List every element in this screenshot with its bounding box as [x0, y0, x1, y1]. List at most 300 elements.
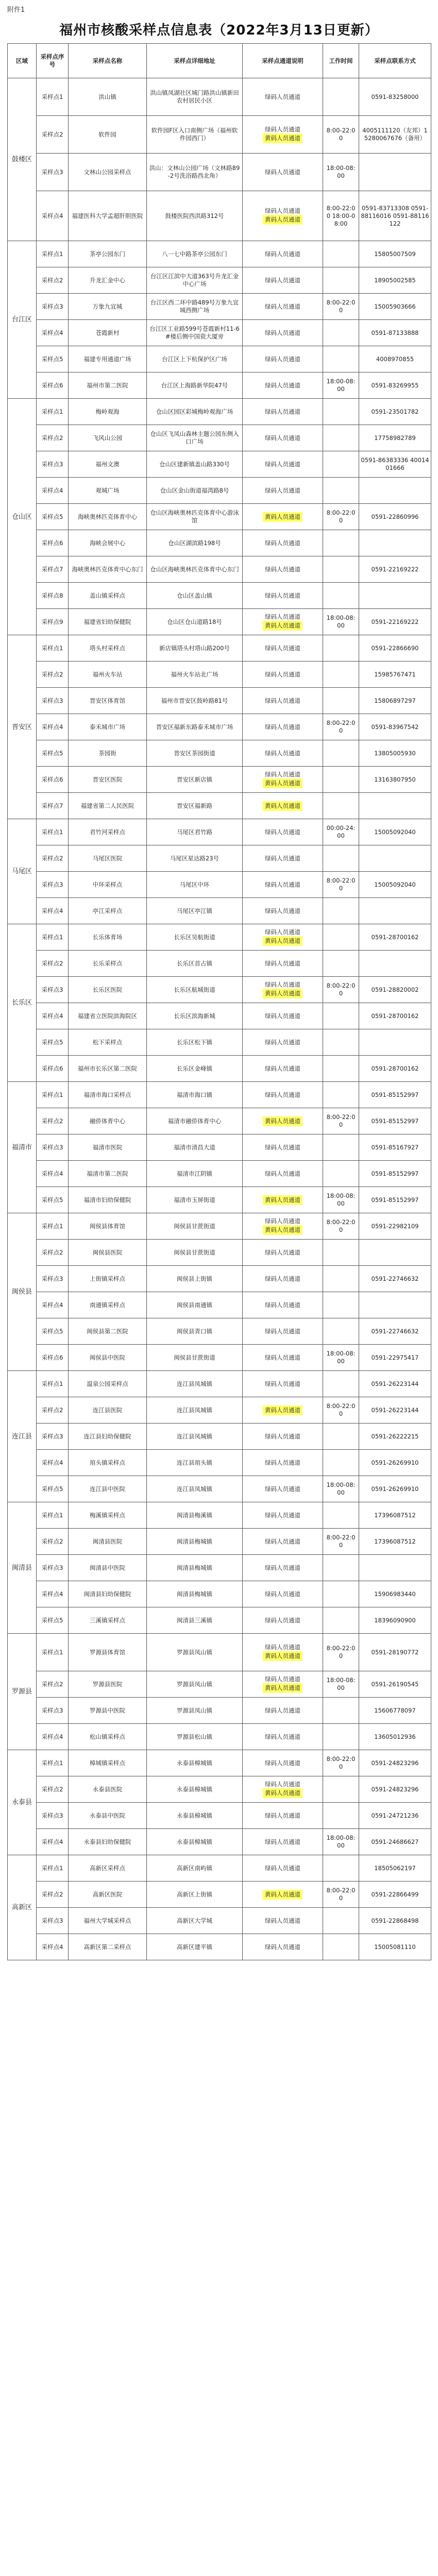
green-code-lane: 绿码人员通道 — [265, 1012, 300, 1020]
table-row — [8, 819, 431, 845]
site-address: 闽清县三溪镇 — [147, 1607, 243, 1634]
table-row — [8, 1082, 431, 1108]
site-lanes — [243, 116, 323, 154]
site-name: 海峡奥林匹克体育中心东门 — [69, 556, 147, 583]
green-code-lane: 绿码人员通道 — [265, 880, 300, 888]
site-phone: 0591-85152997 — [359, 1082, 431, 1108]
site-address: 仓山区建新镇盖山路330号 — [147, 451, 243, 478]
site-name: 樟城镇采样点 — [69, 1750, 147, 1776]
table-row — [8, 1855, 431, 1882]
site-address: 台江区江滨中大道363号升龙汇金中心广场 — [147, 267, 243, 294]
site-name: 闽清县医院 — [69, 1529, 147, 1555]
site-address: 晋安区福新路 — [147, 793, 243, 819]
site-seq: 采样点1 — [37, 819, 69, 845]
site-time — [323, 346, 359, 372]
site-seq: 采样点2 — [37, 1882, 69, 1908]
site-phone: 0591-85152997 — [359, 1187, 431, 1213]
site-address: 闽侯县南通镇 — [147, 1292, 243, 1318]
header-address: 采样点详细地址 — [147, 44, 243, 78]
site-address: 闽清县梅城镇 — [147, 1529, 243, 1555]
site-time — [323, 1502, 359, 1529]
header-row — [8, 44, 431, 78]
site-name: 上街镇采样点 — [69, 1266, 147, 1292]
green-code-lane: 绿码人员通道 — [265, 828, 300, 836]
site-phone: 15005092040 — [359, 872, 431, 898]
green-code-lane: 绿码人员通道 — [265, 1485, 300, 1493]
site-seq: 采样点1 — [37, 1634, 69, 1671]
site-lanes — [243, 1213, 323, 1240]
district-cell: 闽侯县 — [8, 1213, 37, 1371]
site-seq: 采样点2 — [37, 1108, 69, 1134]
site-seq: 采样点5 — [37, 1029, 69, 1056]
site-time — [323, 1855, 359, 1882]
site-seq: 采样点4 — [37, 714, 69, 740]
site-phone: 15805007509 — [359, 241, 431, 267]
site-address: 高新区建平镇 — [147, 1934, 243, 1960]
site-seq: 采样点7 — [37, 793, 69, 819]
table-row — [8, 1934, 431, 1960]
site-time — [323, 1003, 359, 1029]
site-seq: 采样点2 — [37, 1397, 69, 1423]
site-name: 闽清县妇幼保健院 — [69, 1581, 147, 1607]
site-seq: 采样点6 — [37, 767, 69, 793]
table-row — [8, 898, 431, 924]
site-time: 8:00-22:00 — [323, 1397, 359, 1423]
site-lanes — [243, 609, 323, 635]
site-phone: 0591-24823296 — [359, 1776, 431, 1803]
site-lanes — [243, 1003, 323, 1029]
yellow-code-lane: 黄码人员通道 — [263, 1116, 302, 1126]
green-code-lane: 绿码人员通道 — [265, 1616, 300, 1624]
site-name: 松山镇采样点 — [69, 1724, 147, 1750]
site-name: 福建专用通道广场 — [69, 346, 147, 372]
site-phone: 0591-83258000 — [359, 78, 431, 116]
site-seq: 采样点5 — [37, 504, 69, 530]
site-address: 福清市玉屏街道 — [147, 1187, 243, 1213]
yellow-code-lane: 黄码人员通道 — [263, 801, 302, 811]
site-seq: 采样点5 — [37, 1187, 69, 1213]
site-name: 塔头村采样点 — [69, 635, 147, 662]
site-lanes — [243, 1855, 323, 1882]
table-row — [8, 78, 431, 116]
table-row — [8, 1529, 431, 1555]
site-address: 闽清县梅溪镇 — [147, 1502, 243, 1529]
site-name: 盖山镇采样点 — [69, 583, 147, 609]
district-cell: 永泰县 — [8, 1750, 37, 1855]
site-name: 罗源县医院 — [69, 1671, 147, 1698]
site-time — [323, 1908, 359, 1934]
green-code-lane: 绿码人员通道 — [265, 1675, 300, 1683]
table-row — [8, 451, 431, 478]
site-address: 闽侯县甘蔗街道 — [147, 1345, 243, 1371]
site-seq: 采样点2 — [37, 845, 69, 872]
site-name: 长乐体育场 — [69, 924, 147, 951]
site-name: 茶园街 — [69, 740, 147, 767]
site-phone: 0591-85152997 — [359, 1161, 431, 1187]
site-time — [323, 898, 359, 924]
site-name: 观城广场 — [69, 478, 147, 504]
district-cell: 闽清县 — [8, 1502, 37, 1634]
site-name: 福清市妇幼保健院 — [69, 1187, 147, 1213]
site-lanes — [243, 241, 323, 267]
table-row — [8, 1187, 431, 1213]
site-phone: 0591-28700162 — [359, 1003, 431, 1029]
site-address: 福清市融侨体育中心 — [147, 1108, 243, 1134]
site-seq: 采样点3 — [37, 1134, 69, 1161]
site-lanes — [243, 267, 323, 294]
site-name: 万象九宜城 — [69, 294, 147, 320]
site-lanes — [243, 1240, 323, 1266]
site-phone: 0591-22746632 — [359, 1318, 431, 1345]
site-name: 晋安区体育馆 — [69, 688, 147, 714]
green-code-lane: 绿码人员通道 — [265, 1943, 300, 1951]
site-time: 18:00-08:00 — [323, 154, 359, 191]
site-time: 18:00-08:00 — [323, 1187, 359, 1213]
site-seq: 采样点6 — [37, 1056, 69, 1082]
table-row — [8, 845, 431, 872]
site-seq: 采样点9 — [37, 609, 69, 635]
yellow-code-lane: 黄码人员通道 — [263, 1890, 302, 1900]
yellow-code-lane: 黄码人员通道 — [263, 1683, 302, 1693]
site-phone: 0591-22866690 — [359, 635, 431, 662]
site-address: 罗源县凤山镇 — [147, 1634, 243, 1671]
site-phone: 0591-22868498 — [359, 1908, 431, 1934]
site-address: 连江县琯头镇 — [147, 1450, 243, 1476]
green-code-lane: 绿码人员通道 — [265, 434, 300, 442]
site-seq: 采样点6 — [37, 530, 69, 556]
site-time: 8:00-22:00 — [323, 1529, 359, 1555]
site-address: 福清市江阴镇 — [147, 1161, 243, 1187]
table-row — [8, 1634, 431, 1671]
site-address: 永泰县樟城镇 — [147, 1803, 243, 1829]
site-lanes — [243, 951, 323, 977]
site-lanes — [243, 845, 323, 872]
site-address: 洪山：文林山公园广场（文林路89-2号洗浴路西北角） — [147, 154, 243, 191]
site-time — [323, 583, 359, 609]
site-phone — [359, 951, 431, 977]
site-address: 马尾区中环 — [147, 872, 243, 898]
site-phone: 15985767471 — [359, 662, 431, 688]
table-row — [8, 1803, 431, 1829]
green-code-lane: 绿码人员通道 — [265, 1459, 300, 1466]
site-address: 连江县凤城镇 — [147, 1476, 243, 1502]
site-address: 闽侯县上街镇 — [147, 1266, 243, 1292]
site-time: 8:00-22:00 — [323, 714, 359, 740]
site-phone — [359, 1240, 431, 1266]
site-seq: 采样点3 — [37, 1803, 69, 1829]
site-time — [323, 845, 359, 872]
site-lanes — [243, 1607, 323, 1634]
site-lanes — [243, 154, 323, 191]
site-lanes — [243, 1134, 323, 1161]
yellow-code-lane: 黄码人员通道 — [263, 133, 302, 143]
site-phone: 0591-28820002 — [359, 977, 431, 1003]
green-code-lane: 绿码人员通道 — [265, 1091, 300, 1098]
site-address: 仓山区海峡奥林匹克体育中心游泳馆 — [147, 504, 243, 530]
site-address: 长乐区松下镇 — [147, 1029, 243, 1056]
district-cell: 高新区 — [8, 1855, 37, 1960]
table-row — [8, 609, 431, 635]
site-seq: 采样点5 — [37, 346, 69, 372]
site-lanes — [243, 977, 323, 1003]
site-phone: 0591-26269910 — [359, 1476, 431, 1502]
green-code-lane: 绿码人员通道 — [265, 408, 300, 415]
attachment-label: 附件1 — [7, 6, 25, 14]
table-row — [8, 767, 431, 793]
site-address: 高新区大学城 — [147, 1908, 243, 1934]
site-time — [323, 1698, 359, 1724]
table-row — [8, 1476, 431, 1502]
site-phone: 18905002585 — [359, 267, 431, 294]
site-address: 罗源县凤山镇 — [147, 1698, 243, 1724]
site-name: 永泰县妇幼保健院 — [69, 1829, 147, 1855]
site-address: 永泰县樟城镇 — [147, 1776, 243, 1803]
header-lane: 采样点通道说明 — [243, 44, 323, 78]
green-code-lane: 绿码人员通道 — [265, 1838, 300, 1845]
site-time: 8:00-22:00 — [323, 294, 359, 320]
table-row — [8, 1607, 431, 1634]
table-row — [8, 662, 431, 688]
site-address: 仓山区仓山道路18号 — [147, 609, 243, 635]
site-lanes — [243, 1529, 323, 1555]
green-code-lane: 绿码人员通道 — [265, 1275, 300, 1282]
site-name: 中环采样点 — [69, 872, 147, 898]
table-row — [8, 1423, 431, 1450]
site-phone: 17758982789 — [359, 425, 431, 451]
site-time — [323, 1266, 359, 1292]
table-row — [8, 241, 431, 267]
green-code-lane: 绿码人员通道 — [265, 207, 300, 214]
site-lanes — [243, 1476, 323, 1502]
site-name: 连江县妇幼保健院 — [69, 1423, 147, 1450]
site-lanes — [243, 1266, 323, 1292]
site-time: 18:00-08:00 — [323, 1829, 359, 1855]
site-lanes — [243, 556, 323, 583]
table-row — [8, 116, 431, 154]
green-code-lane: 绿码人员通道 — [265, 1781, 300, 1788]
yellow-code-lane: 黄码人员通道 — [263, 1225, 302, 1235]
table-row — [8, 267, 431, 294]
site-address: 闽清县梅城镇 — [147, 1581, 243, 1607]
site-lanes — [243, 767, 323, 793]
site-phone: 4005111120（友邦）15280067676（备用） — [359, 116, 431, 154]
site-name: 梅岭观海 — [69, 399, 147, 425]
site-name: 梅溪镇采样点 — [69, 1502, 147, 1529]
site-name: 福清市医院 — [69, 1134, 147, 1161]
table-row — [8, 530, 431, 556]
site-time — [323, 478, 359, 504]
site-lanes — [243, 1029, 323, 1056]
table-row — [8, 1397, 431, 1423]
table-row — [8, 583, 431, 609]
green-code-lane: 绿码人员通道 — [265, 928, 300, 936]
site-time: 00:00-24:00 — [323, 819, 359, 845]
green-code-lane: 绿码人员通道 — [265, 749, 300, 757]
site-time — [323, 399, 359, 425]
table-row — [8, 793, 431, 819]
site-name: 闽侯县第二医院 — [69, 1318, 147, 1345]
site-name: 闽侯县医院 — [69, 1240, 147, 1266]
site-lanes — [243, 688, 323, 714]
site-seq: 采样点1 — [37, 1502, 69, 1529]
site-seq: 采样点4 — [37, 898, 69, 924]
green-code-lane: 绿码人员通道 — [265, 1380, 300, 1387]
green-code-lane: 绿码人员通道 — [265, 1064, 300, 1072]
green-code-lane: 绿码人员通道 — [265, 1511, 300, 1519]
site-address: 永泰县樟城镇 — [147, 1829, 243, 1855]
site-name: 晋安区医院 — [69, 767, 147, 793]
site-lanes — [243, 1698, 323, 1724]
site-lanes — [243, 793, 323, 819]
site-seq: 采样点3 — [37, 294, 69, 320]
site-lanes — [243, 320, 323, 346]
site-name: 高新区第二采样点 — [69, 1934, 147, 1960]
site-phone: 13605012936 — [359, 1724, 431, 1750]
green-code-lane: 绿码人员通道 — [265, 697, 300, 704]
green-code-lane: 绿码人员通道 — [265, 168, 300, 176]
site-lanes — [243, 1803, 323, 1829]
site-time — [323, 320, 359, 346]
site-phone: 0591-22746632 — [359, 1266, 431, 1292]
table-row — [8, 425, 431, 451]
green-code-lane: 绿码人员通道 — [265, 771, 300, 778]
table-row — [8, 1882, 431, 1908]
site-phone: 15606778097 — [359, 1698, 431, 1724]
table-row — [8, 154, 431, 191]
site-lanes — [243, 1502, 323, 1529]
site-name: 融侨体育中心 — [69, 1108, 147, 1134]
sampling-site-table — [7, 43, 431, 1960]
site-address: 软件园F区入口南侧广场（福州软件园西门） — [147, 116, 243, 154]
green-code-lane: 绿码人员通道 — [265, 126, 300, 133]
table-row — [8, 1371, 431, 1397]
site-phone — [359, 1029, 431, 1056]
table-row — [8, 372, 431, 399]
green-code-lane: 绿码人员通道 — [265, 381, 300, 389]
green-code-lane: 绿码人员通道 — [265, 907, 300, 914]
site-time — [323, 1581, 359, 1607]
site-time: 18:00-08:00 — [323, 372, 359, 399]
site-time — [323, 767, 359, 793]
site-name: 福建省妇幼保健院 — [69, 609, 147, 635]
district-cell: 福清市 — [8, 1082, 37, 1213]
site-phone: 0591-26222215 — [359, 1423, 431, 1450]
green-code-lane: 绿码人员通道 — [265, 1917, 300, 1924]
site-seq: 采样点1 — [37, 241, 69, 267]
site-lanes — [243, 1450, 323, 1476]
site-address: 福清市清昌大道 — [147, 1134, 243, 1161]
site-address: 台江区上下杭保护区广场 — [147, 346, 243, 372]
site-time — [323, 1161, 359, 1187]
site-phone: 0591-22169222 — [359, 556, 431, 583]
table-row — [8, 320, 431, 346]
site-time — [323, 556, 359, 583]
site-address: 台江区工业路599号苍霞新村11-6#楼后侧中国瓷大厦旁 — [147, 320, 243, 346]
site-seq: 采样点2 — [37, 267, 69, 294]
site-phone: 0591-86383336 4001401666 — [359, 451, 431, 478]
site-time: 8:00-22:00 — [323, 504, 359, 530]
site-name: 南通镇采样点 — [69, 1292, 147, 1318]
site-phone: 0591-22975417 — [359, 1345, 431, 1371]
green-code-lane: 绿码人员通道 — [265, 1706, 300, 1714]
site-address: 罗源县凤山镇 — [147, 1671, 243, 1698]
table-row — [8, 1213, 431, 1240]
site-seq: 采样点1 — [37, 1855, 69, 1882]
yellow-code-lane: 黄码人员通道 — [263, 1405, 302, 1415]
site-time — [323, 1607, 359, 1634]
site-lanes — [243, 78, 323, 116]
site-lanes — [243, 294, 323, 320]
green-code-lane: 绿码人员通道 — [265, 1248, 300, 1256]
green-code-lane: 绿码人员通道 — [265, 276, 300, 284]
site-lanes — [243, 191, 323, 241]
table-row — [8, 478, 431, 504]
site-lanes — [243, 399, 323, 425]
site-phone: 0591-23501782 — [359, 399, 431, 425]
yellow-code-lane: 黄码人员通道 — [263, 936, 302, 946]
site-time — [323, 1292, 359, 1318]
site-name: 松下采样点 — [69, 1029, 147, 1056]
site-address: 新店镇塔头村塔山路200号 — [147, 635, 243, 662]
site-address: 鼓楼医院西洪路312号 — [147, 191, 243, 241]
site-seq: 采样点2 — [37, 1776, 69, 1803]
site-name: 飞风山公园 — [69, 425, 147, 451]
site-seq: 采样点1 — [37, 1750, 69, 1776]
green-code-lane: 绿码人员通道 — [265, 1590, 300, 1598]
site-address: 长乐区滨海新城 — [147, 1003, 243, 1029]
yellow-code-lane: 黄码人员通道 — [263, 778, 302, 788]
site-time — [323, 1134, 359, 1161]
site-lanes — [243, 346, 323, 372]
site-address: 高新区南屿镇 — [147, 1855, 243, 1882]
district-cell: 长乐区 — [8, 924, 37, 1082]
green-code-lane: 绿码人员通道 — [265, 565, 300, 573]
site-phone: 0591-26269910 — [359, 1450, 431, 1476]
site-time: 18:00-08:00 — [323, 609, 359, 635]
site-phone: 0591-24721236 — [359, 1803, 431, 1829]
header-seq: 采样点序号 — [37, 44, 69, 78]
site-phone: 0591-87133888 — [359, 320, 431, 346]
site-lanes — [243, 504, 323, 530]
site-lanes — [243, 1581, 323, 1607]
site-phone: 4008970855 — [359, 346, 431, 372]
site-name: 长乐采样点 — [69, 951, 147, 977]
site-lanes — [243, 1292, 323, 1318]
site-name: 闽侯县体育馆 — [69, 1213, 147, 1240]
table-row — [8, 399, 431, 425]
site-lanes — [243, 1724, 323, 1750]
green-code-lane: 绿码人员通道 — [265, 1301, 300, 1309]
site-lanes — [243, 1108, 323, 1134]
site-time: 8:00-22:00 — [323, 977, 359, 1003]
site-phone: 0591-28700162 — [359, 1056, 431, 1082]
site-lanes — [243, 1082, 323, 1108]
table-row — [8, 1003, 431, 1029]
table-row — [8, 1345, 431, 1371]
site-address: 高新区上街镇 — [147, 1882, 243, 1908]
site-address: 晋安区福新东路泰禾城市广场 — [147, 714, 243, 740]
site-time: 8:00-22:00 — [323, 1213, 359, 1240]
site-name: 永泰县医院 — [69, 1776, 147, 1803]
site-phone: 0591-26223144 — [359, 1397, 431, 1423]
green-code-lane: 绿码人员通道 — [265, 1643, 300, 1651]
site-time — [323, 241, 359, 267]
site-time — [323, 267, 359, 294]
site-address: 仓山区园区彩城梅岭观海广场 — [147, 399, 243, 425]
green-code-lane: 绿码人员通道 — [265, 329, 300, 336]
site-name: 福州火车站 — [69, 662, 147, 688]
site-time — [323, 1724, 359, 1750]
